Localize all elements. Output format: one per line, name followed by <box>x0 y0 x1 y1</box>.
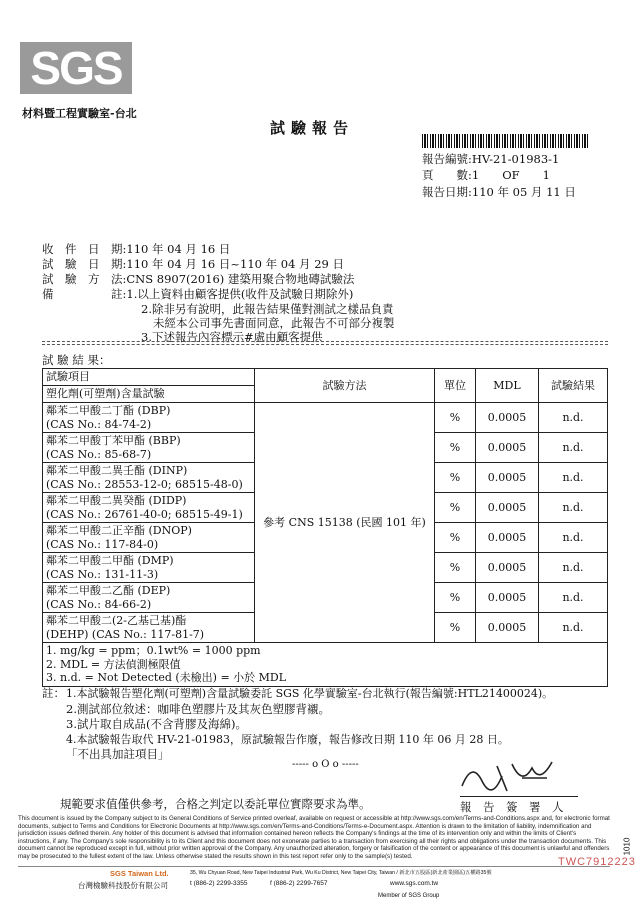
table-row <box>43 403 608 433</box>
results-table <box>42 368 608 687</box>
note-5: 「不出具加註項目」 <box>66 747 170 761</box>
report-number-label: 報告編號: <box>422 152 472 166</box>
company-en: SGS Taiwan Ltd. <box>110 869 169 878</box>
remark-2a: 2.除非另有說明，此報告結果僅對測試之樣品負責 <box>141 302 394 316</box>
result-cell: n.d. <box>539 553 608 583</box>
item-name: 鄰苯二甲酸二異癸酯 (DIDP) <box>46 494 187 507</box>
item-cas: (CAS No.: 84-66-2) <box>46 597 152 611</box>
result-cell: n.d. <box>539 613 608 643</box>
item-name: 鄰苯二甲酸二丁酯 (DBP) <box>46 404 171 417</box>
note-3: 3.試片取自成品(不含背膠及海綿)。 <box>66 717 247 731</box>
remarks-row <box>42 286 353 302</box>
header-method: 試驗方法 <box>255 369 435 403</box>
notes-label: 註： <box>42 686 65 700</box>
footer-divider <box>18 866 610 867</box>
received-date: 110 年 04 月 16 日 <box>126 242 231 256</box>
header-mdl: MDL <box>476 369 539 403</box>
mdl-cell: 0.0005 <box>476 583 539 613</box>
item-cas: (CAS No.: 131-11-3) <box>46 567 159 581</box>
unit-cell: % <box>435 553 476 583</box>
divider <box>42 341 608 342</box>
item-cas: (DEHP) (CAS No.: 117-81-7) <box>46 627 205 641</box>
header-unit: 單位 <box>435 369 476 403</box>
mdl-cell: 0.0005 <box>476 613 539 643</box>
member-text: Member of SGS Group <box>378 893 440 899</box>
result-cell: n.d. <box>539 493 608 523</box>
signature-line <box>460 796 578 797</box>
report-date-row <box>422 184 576 200</box>
item-name: 鄰苯二甲酸丁苯甲酯 (BBP) <box>46 434 181 447</box>
item-cell <box>43 493 255 523</box>
table-footnotes-row <box>43 643 608 687</box>
received-date-label: 收 件 日 期: <box>42 242 127 256</box>
pages-row <box>422 167 550 183</box>
item-cas: (CAS No.: 28553-12-0; 68515-48-0) <box>46 477 243 491</box>
result-cell: n.d. <box>539 463 608 493</box>
note-4: 4.本試驗報告取代 HV-21-01983，原試驗報告作廢，報告修改日期 110 年 06 月 28 日。 <box>66 733 509 746</box>
signature-image <box>452 756 572 796</box>
pages-label: 頁 數: <box>422 168 472 182</box>
footnote-2: 2. MDL = 方法偵測極限值 <box>46 657 181 671</box>
item-cas: (CAS No.: 26761-40-0; 68515-49-1) <box>46 507 243 521</box>
note-1: 1.本試驗報告塑化劑(可塑劑)含量試驗委託 SGS 化學實驗室-台北執行(報告編號:HTL21400024)。 <box>66 687 554 700</box>
unit-cell: % <box>435 583 476 613</box>
remarks-label: 備 註: <box>42 287 127 301</box>
test-date: 110 年 04 月 16 日~110 年 04 月 29 日 <box>126 257 344 271</box>
table-header-row <box>43 369 608 386</box>
table-footnotes <box>43 643 608 687</box>
test-date-row <box>42 256 344 272</box>
item-name: 鄰苯二甲酸二(2-乙基己基)酯 <box>46 614 187 627</box>
result-cell: n.d. <box>539 523 608 553</box>
item-name: 鄰苯二甲酸二乙酯 (DEP) <box>46 584 171 597</box>
remark-2b: 未經本公司事先書面同意，此報告不可部分複製 <box>153 316 395 330</box>
report-number-row <box>422 151 559 167</box>
barcode-icon <box>422 134 590 148</box>
item-name: 鄰苯二甲酸二異壬酯 (DINP) <box>46 464 188 477</box>
mdl-cell: 0.0005 <box>476 433 539 463</box>
unit-cell: % <box>435 613 476 643</box>
header-item: 試驗項目 <box>43 369 255 386</box>
item-name: 鄰苯二甲酸二正辛酯 (DNOP) <box>46 524 192 537</box>
report-date: 110 年 05 月 11 日 <box>471 185 576 199</box>
item-cell <box>43 613 255 643</box>
mdl-cell: 0.0005 <box>476 403 539 433</box>
report-date-label: 報告日期: <box>422 185 472 199</box>
result-cell: n.d. <box>539 583 608 613</box>
result-cell: n.d. <box>539 403 608 433</box>
results-label: 試 驗 結 果： <box>42 353 111 367</box>
report-number: HV-21-01983-1 <box>471 152 560 166</box>
group-name: 塑化劑(可塑劑)含量試驗 <box>43 386 255 403</box>
unit-cell: % <box>435 433 476 463</box>
remark-3: 3.下述報告內容標示#處由顧客提供 <box>141 330 323 344</box>
item-cas: (CAS No.: 117-84-0) <box>46 537 159 551</box>
remark-1: 1.以上資料由顧客提供(收件及試驗日期除外) <box>126 287 354 301</box>
fine-print: This document is issued by the Company subject to its General Conditions of Service printed overleaf, available on request or accessible at http://www.sgs.com/en/Terms-and-Conditions.aspx and, for electronic format documents, subject to Terms and Conditions for Electronic Documents at http://www.sgs.com/en/Terms-and-Conditions/Terms-e-Document.aspx. Attention is drawn to the limitation of liability, indemnification and jurisdiction issues defined therein. Any holder of this document is advised that information contained hereon reflects the Company's findings at the time of its intervention only and within the limits of Client's instructions, if any. The Company's sole responsibility is to its Client and this document does not exonerate parties to a transaction from exercising all their rights and obligations under the transaction documents. This document cannot be reproduced except in full, without prior written approval of the Company. Any unauthorized alteration, forgery or falsification of the content or appearance of this document is unlawful and offenders may be prosecuted to the fullest extent of the law. Unless otherwise stated the results shown in this test report refer only to the sample(s) tested. <box>18 815 610 860</box>
side-code: 1010 <box>622 837 632 856</box>
method-cell: 參考 CNS 15138 (民國 101 年) <box>255 403 435 643</box>
item-cell <box>43 403 255 433</box>
footnote-1: 1. mg/kg = ppm；0.1wt% = 1000 ppm <box>46 644 261 657</box>
item-cell <box>43 433 255 463</box>
test-method: CNS 8907(2016) 建築用聚合物地磚試驗法 <box>126 272 355 286</box>
result-cell: n.d. <box>539 433 608 463</box>
signer-label: 報 告 簽 署 人 <box>460 800 564 814</box>
pages-value: 1 OF 1 <box>471 168 550 182</box>
item-cell <box>43 523 255 553</box>
company-tel: t (886-2) 2299-3355 <box>190 880 248 887</box>
footnote-3: 3. n.d. = Not Detected (未檢出) = 小於 MDL <box>46 671 287 684</box>
unit-cell: % <box>435 403 476 433</box>
serial-number: TWC7912223 <box>558 856 636 868</box>
item-cas: (CAS No.: 84-74-2) <box>46 417 152 431</box>
mdl-cell: 0.0005 <box>476 553 539 583</box>
item-name: 鄰苯二甲酸二甲酯 (DMP) <box>46 554 174 567</box>
note-2: 2.測試部位敘述：咖啡色塑膠片及其灰色塑膠背襯。 <box>66 702 330 716</box>
test-date-label: 試 驗 日 期: <box>42 257 127 271</box>
test-method-label: 試 驗 方 法: <box>42 272 127 286</box>
unit-cell: % <box>435 523 476 553</box>
item-cell <box>43 463 255 493</box>
disclaimer: 規範要求值僅供參考，合格之判定以委託單位實際要求為準。 <box>60 797 371 811</box>
item-cas: (CAS No.: 85-68-7) <box>46 447 152 461</box>
unit-cell: % <box>435 463 476 493</box>
report-title: 試驗報告 <box>270 119 355 137</box>
item-cell <box>43 553 255 583</box>
lab-name: 材料暨工程實驗室-台北 <box>22 107 137 120</box>
received-date-row <box>42 241 230 257</box>
end-mark: ----- o O o ----- <box>292 759 359 770</box>
item-cell <box>43 583 255 613</box>
mdl-cell: 0.0005 <box>476 493 539 523</box>
sgs-logo: SGS <box>20 42 132 94</box>
company-web: www.sgs.com.tw <box>390 880 439 887</box>
company-address: 35, Wu Chyuan Road, New Taipei Industrial Park, Wu Ku District, New Taipei City, Taiwan / 新北市五股區(新北產業園區)五權路35號 <box>190 870 492 876</box>
mdl-cell: 0.0005 <box>476 523 539 553</box>
company-zh: 台灣檢驗科技股份有限公司 <box>78 881 168 890</box>
mdl-cell: 0.0005 <box>476 463 539 493</box>
header-result: 試驗結果 <box>539 369 608 403</box>
unit-cell: % <box>435 493 476 523</box>
divider <box>42 344 608 345</box>
test-method-row <box>42 271 354 287</box>
company-fax: f (886-2) 2299-7657 <box>270 880 328 887</box>
